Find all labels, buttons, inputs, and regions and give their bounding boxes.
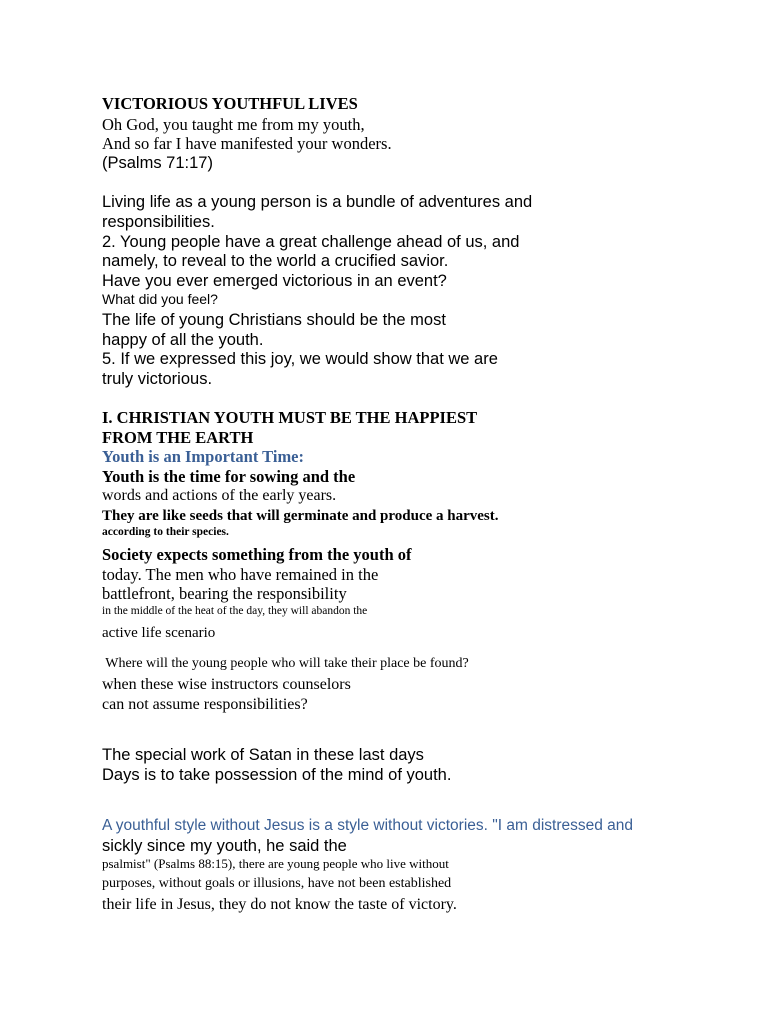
paragraph-line: What did you feel? — [102, 291, 218, 307]
paragraph-line: responsibilities. — [102, 213, 215, 231]
verse-reference: (Psalms 71:17) — [102, 154, 213, 172]
paragraph-line: 2. Young people have a great challenge ahead of us, and — [102, 233, 520, 251]
paragraph-line: purposes, without goals or illusions, have not been established — [102, 876, 452, 891]
verse-line: And so far I have manifested your wonders. — [102, 134, 392, 153]
paragraph-line: Where will the young people who will take their place be found? — [102, 656, 469, 671]
paragraph-line: The life of young Christians should be the most — [102, 311, 446, 329]
paragraph-line: Society expects something from the youth of — [102, 545, 412, 564]
paragraph-line: Youth is the time for sowing and the — [102, 467, 356, 486]
paragraph-line: today. The men who have remained in the — [102, 565, 379, 584]
paragraph-line: Living life as a young person is a bundle of adventures and — [102, 193, 533, 211]
paragraph-line: sickly since my youth, he said the — [102, 837, 347, 855]
paragraph-line: happy of all the youth. — [102, 331, 264, 349]
highlighted-line: A youthful style without Jesus is a style without victories. "I am distressed and — [102, 817, 634, 834]
paragraph-line: their life in Jesus, they do not know the taste of victory. — [102, 896, 457, 913]
paragraph-line: 5. If we expressed this joy, we would show that we are — [102, 350, 498, 368]
paragraph-line: Have you ever emerged victorious in an event? — [102, 272, 447, 290]
document-title: VICTORIOUS YOUTHFUL LIVES — [102, 94, 358, 113]
paragraph-line: truly victorious. — [102, 370, 213, 388]
paragraph-line: They are like seeds that will germinate and produce a harvest. — [102, 508, 499, 524]
paragraph-line: words and actions of the early years. — [102, 487, 337, 504]
section-heading: FROM THE EARTH — [102, 428, 254, 447]
paragraph-line: active life scenario — [102, 625, 216, 641]
paragraph-line: The special work of Satan in these last days — [102, 746, 424, 764]
paragraph-line: battlefront, bearing the responsibility — [102, 584, 347, 603]
subheading: Youth is an Important Time: — [102, 447, 305, 466]
paragraph-line: in the middle of the heat of the day, they will abandon the — [102, 605, 368, 617]
verse-line: Oh God, you taught me from my youth, — [102, 115, 365, 134]
paragraph-line: Days is to take possession of the mind of youth. — [102, 766, 452, 784]
paragraph-line: namely, to reveal to the world a crucified savior. — [102, 252, 449, 270]
paragraph-line: psalmist" (Psalms 88:15), there are young people who live without — [102, 856, 449, 871]
paragraph-line: according to their species. — [102, 526, 229, 538]
paragraph-line: can not assume responsibilities? — [102, 696, 308, 713]
paragraph-line: when these wise instructors counselors — [102, 676, 351, 693]
section-heading: I. CHRISTIAN YOUTH MUST BE THE HAPPIEST — [102, 408, 478, 427]
